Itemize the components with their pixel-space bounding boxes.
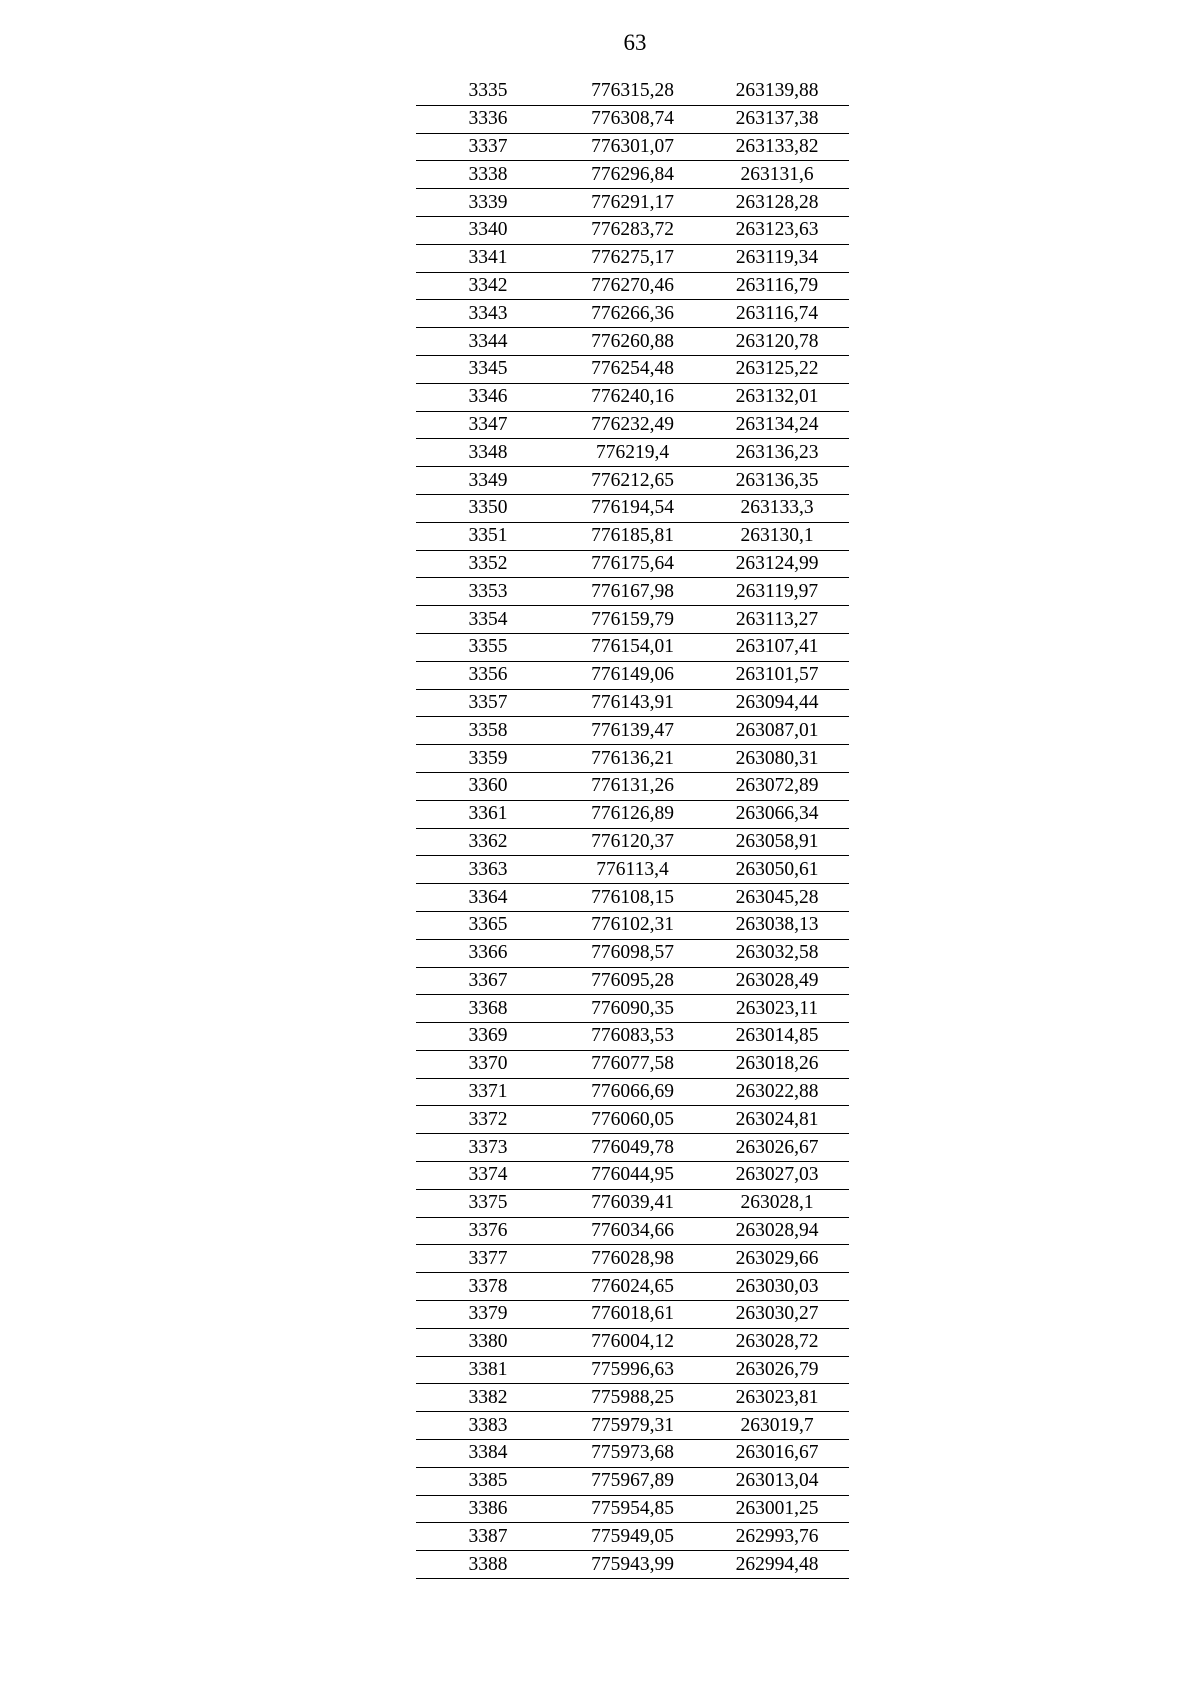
y-coordinate-cell: 263116,79 <box>705 272 849 300</box>
table-row <box>416 1023 849 1051</box>
y-coordinate-cell: 263113,27 <box>705 606 849 634</box>
point-number-cell: 3386 <box>416 1495 560 1523</box>
y-coordinate-cell: 263066,34 <box>705 800 849 828</box>
table-row <box>416 1328 849 1356</box>
x-coordinate-cell: 776194,54 <box>560 494 705 522</box>
table-row <box>416 856 849 884</box>
point-number-cell: 3379 <box>416 1301 560 1329</box>
x-coordinate-cell: 776024,65 <box>560 1273 705 1301</box>
x-coordinate-cell: 776185,81 <box>560 522 705 550</box>
point-number-cell: 3364 <box>416 884 560 912</box>
table-row <box>416 1078 849 1106</box>
coordinates-table-body <box>416 78 849 1579</box>
table-row <box>416 1106 849 1134</box>
x-coordinate-cell: 776126,89 <box>560 800 705 828</box>
x-coordinate-cell: 776004,12 <box>560 1328 705 1356</box>
y-coordinate-cell: 263028,72 <box>705 1328 849 1356</box>
table-row <box>416 1217 849 1245</box>
x-coordinate-cell: 776212,65 <box>560 467 705 495</box>
y-coordinate-cell: 263050,61 <box>705 856 849 884</box>
x-coordinate-cell: 776219,4 <box>560 439 705 467</box>
point-number-cell: 3374 <box>416 1162 560 1190</box>
point-number-cell: 3373 <box>416 1134 560 1162</box>
page-number: 63 <box>623 30 647 55</box>
point-number-cell: 3344 <box>416 328 560 356</box>
table-row <box>416 800 849 828</box>
y-coordinate-cell: 263030,03 <box>705 1273 849 1301</box>
y-coordinate-cell: 263101,57 <box>705 661 849 689</box>
point-number-cell: 3382 <box>416 1384 560 1412</box>
x-coordinate-cell: 776240,16 <box>560 383 705 411</box>
x-coordinate-cell: 776154,01 <box>560 633 705 661</box>
table-row <box>416 272 849 300</box>
point-number-cell: 3385 <box>416 1467 560 1495</box>
point-number-cell: 3359 <box>416 745 560 773</box>
table-row <box>416 661 849 689</box>
y-coordinate-cell: 263027,03 <box>705 1162 849 1190</box>
point-number-cell: 3369 <box>416 1023 560 1051</box>
point-number-cell: 3377 <box>416 1245 560 1273</box>
point-number-cell: 3372 <box>416 1106 560 1134</box>
y-coordinate-cell: 263028,1 <box>705 1189 849 1217</box>
y-coordinate-cell: 263137,38 <box>705 105 849 133</box>
x-coordinate-cell: 776232,49 <box>560 411 705 439</box>
point-number-cell: 3336 <box>416 105 560 133</box>
table-row <box>416 383 849 411</box>
table-row <box>416 244 849 272</box>
y-coordinate-cell: 262993,76 <box>705 1523 849 1551</box>
y-coordinate-cell: 263123,63 <box>705 216 849 244</box>
table-row <box>416 884 849 912</box>
y-coordinate-cell: 263132,01 <box>705 383 849 411</box>
table-row <box>416 105 849 133</box>
table-row <box>416 1245 849 1273</box>
point-number-cell: 3367 <box>416 967 560 995</box>
point-number-cell: 3345 <box>416 355 560 383</box>
y-coordinate-cell: 263124,99 <box>705 550 849 578</box>
x-coordinate-cell: 776139,47 <box>560 717 705 745</box>
table-row <box>416 1440 849 1468</box>
point-number-cell: 3339 <box>416 189 560 217</box>
table-row <box>416 1495 849 1523</box>
point-number-cell: 3368 <box>416 995 560 1023</box>
table-row <box>416 300 849 328</box>
point-number-cell: 3370 <box>416 1050 560 1078</box>
y-coordinate-cell: 263023,11 <box>705 995 849 1023</box>
point-number-cell: 3347 <box>416 411 560 439</box>
table-row <box>416 439 849 467</box>
point-number-cell: 3355 <box>416 633 560 661</box>
x-coordinate-cell: 776291,17 <box>560 189 705 217</box>
x-coordinate-cell: 776102,31 <box>560 911 705 939</box>
table-row <box>416 606 849 634</box>
table-row <box>416 1301 849 1329</box>
y-coordinate-cell: 263058,91 <box>705 828 849 856</box>
x-coordinate-cell: 775954,85 <box>560 1495 705 1523</box>
table-row <box>416 995 849 1023</box>
x-coordinate-cell: 776034,66 <box>560 1217 705 1245</box>
point-number-cell: 3376 <box>416 1217 560 1245</box>
point-number-cell: 3362 <box>416 828 560 856</box>
y-coordinate-cell: 263125,22 <box>705 355 849 383</box>
point-number-cell: 3337 <box>416 133 560 161</box>
y-coordinate-cell: 263130,1 <box>705 522 849 550</box>
table-row <box>416 1189 849 1217</box>
y-coordinate-cell: 263080,31 <box>705 745 849 773</box>
y-coordinate-cell: 263022,88 <box>705 1078 849 1106</box>
y-coordinate-cell: 263026,67 <box>705 1134 849 1162</box>
table-row <box>416 772 849 800</box>
x-coordinate-cell: 776260,88 <box>560 328 705 356</box>
x-coordinate-cell: 776108,15 <box>560 884 705 912</box>
table-row <box>416 911 849 939</box>
y-coordinate-cell: 263029,66 <box>705 1245 849 1273</box>
table-row <box>416 939 849 967</box>
x-coordinate-cell: 776113,4 <box>560 856 705 884</box>
x-coordinate-cell: 776083,53 <box>560 1023 705 1051</box>
point-number-cell: 3380 <box>416 1328 560 1356</box>
x-coordinate-cell: 775996,63 <box>560 1356 705 1384</box>
x-coordinate-cell: 776060,05 <box>560 1106 705 1134</box>
x-coordinate-cell: 776039,41 <box>560 1189 705 1217</box>
x-coordinate-cell: 776159,79 <box>560 606 705 634</box>
y-coordinate-cell: 263139,88 <box>705 78 849 105</box>
y-coordinate-cell: 263023,81 <box>705 1384 849 1412</box>
point-number-cell: 3346 <box>416 383 560 411</box>
table-row <box>416 161 849 189</box>
table-row <box>416 411 849 439</box>
y-coordinate-cell: 263024,81 <box>705 1106 849 1134</box>
x-coordinate-cell: 776136,21 <box>560 745 705 773</box>
table-row <box>416 1384 849 1412</box>
table-row <box>416 355 849 383</box>
table-row <box>416 689 849 717</box>
table-row <box>416 328 849 356</box>
point-number-cell: 3381 <box>416 1356 560 1384</box>
x-coordinate-cell: 776270,46 <box>560 272 705 300</box>
y-coordinate-cell: 263134,24 <box>705 411 849 439</box>
y-coordinate-cell: 263087,01 <box>705 717 849 745</box>
point-number-cell: 3343 <box>416 300 560 328</box>
x-coordinate-cell: 776098,57 <box>560 939 705 967</box>
y-coordinate-cell: 263136,23 <box>705 439 849 467</box>
table-row <box>416 1356 849 1384</box>
x-coordinate-cell: 776296,84 <box>560 161 705 189</box>
point-number-cell: 3342 <box>416 272 560 300</box>
y-coordinate-cell: 263094,44 <box>705 689 849 717</box>
y-coordinate-cell: 263016,67 <box>705 1440 849 1468</box>
table-row <box>416 467 849 495</box>
coordinates-table <box>416 78 849 1579</box>
x-coordinate-cell: 776120,37 <box>560 828 705 856</box>
point-number-cell: 3360 <box>416 772 560 800</box>
y-coordinate-cell: 263032,58 <box>705 939 849 967</box>
point-number-cell: 3365 <box>416 911 560 939</box>
table-row <box>416 550 849 578</box>
point-number-cell: 3356 <box>416 661 560 689</box>
point-number-cell: 3358 <box>416 717 560 745</box>
table-row <box>416 1467 849 1495</box>
x-coordinate-cell: 775943,99 <box>560 1551 705 1579</box>
point-number-cell: 3353 <box>416 578 560 606</box>
y-coordinate-cell: 263038,13 <box>705 911 849 939</box>
x-coordinate-cell: 776077,58 <box>560 1050 705 1078</box>
x-coordinate-cell: 776175,64 <box>560 550 705 578</box>
point-number-cell: 3341 <box>416 244 560 272</box>
x-coordinate-cell: 775988,25 <box>560 1384 705 1412</box>
x-coordinate-cell: 776090,35 <box>560 995 705 1023</box>
y-coordinate-cell: 263026,79 <box>705 1356 849 1384</box>
table-row <box>416 967 849 995</box>
x-coordinate-cell: 776143,91 <box>560 689 705 717</box>
point-number-cell: 3351 <box>416 522 560 550</box>
table-row <box>416 828 849 856</box>
point-number-cell: 3350 <box>416 494 560 522</box>
table-row <box>416 1134 849 1162</box>
y-coordinate-cell: 263028,94 <box>705 1217 849 1245</box>
table-row <box>416 1551 849 1579</box>
x-coordinate-cell: 776028,98 <box>560 1245 705 1273</box>
point-number-cell: 3354 <box>416 606 560 634</box>
x-coordinate-cell: 776044,95 <box>560 1162 705 1190</box>
y-coordinate-cell: 263001,25 <box>705 1495 849 1523</box>
table-row <box>416 133 849 161</box>
y-coordinate-cell: 263136,35 <box>705 467 849 495</box>
table-row <box>416 633 849 661</box>
table-row <box>416 717 849 745</box>
table-row <box>416 522 849 550</box>
y-coordinate-cell: 263119,34 <box>705 244 849 272</box>
y-coordinate-cell: 263133,3 <box>705 494 849 522</box>
y-coordinate-cell: 263128,28 <box>705 189 849 217</box>
x-coordinate-cell: 776049,78 <box>560 1134 705 1162</box>
table-row <box>416 78 849 105</box>
table-row <box>416 189 849 217</box>
x-coordinate-cell: 776266,36 <box>560 300 705 328</box>
point-number-cell: 3340 <box>416 216 560 244</box>
y-coordinate-cell: 263120,78 <box>705 328 849 356</box>
table-row <box>416 1050 849 1078</box>
table-row <box>416 1412 849 1440</box>
table-row <box>416 578 849 606</box>
table-row <box>416 745 849 773</box>
point-number-cell: 3335 <box>416 78 560 105</box>
x-coordinate-cell: 776149,06 <box>560 661 705 689</box>
x-coordinate-cell: 776131,26 <box>560 772 705 800</box>
y-coordinate-cell: 263107,41 <box>705 633 849 661</box>
x-coordinate-cell: 776018,61 <box>560 1301 705 1329</box>
x-coordinate-cell: 775979,31 <box>560 1412 705 1440</box>
y-coordinate-cell: 263133,82 <box>705 133 849 161</box>
x-coordinate-cell: 775967,89 <box>560 1467 705 1495</box>
x-coordinate-cell: 775949,05 <box>560 1523 705 1551</box>
table-row <box>416 1273 849 1301</box>
point-number-cell: 3363 <box>416 856 560 884</box>
x-coordinate-cell: 776254,48 <box>560 355 705 383</box>
point-number-cell: 3387 <box>416 1523 560 1551</box>
y-coordinate-cell: 263014,85 <box>705 1023 849 1051</box>
x-coordinate-cell: 776167,98 <box>560 578 705 606</box>
point-number-cell: 3388 <box>416 1551 560 1579</box>
point-number-cell: 3378 <box>416 1273 560 1301</box>
y-coordinate-cell: 263013,04 <box>705 1467 849 1495</box>
x-coordinate-cell: 776315,28 <box>560 78 705 105</box>
y-coordinate-cell: 263072,89 <box>705 772 849 800</box>
x-coordinate-cell: 776095,28 <box>560 967 705 995</box>
point-number-cell: 3338 <box>416 161 560 189</box>
y-coordinate-cell: 263019,7 <box>705 1412 849 1440</box>
x-coordinate-cell: 776275,17 <box>560 244 705 272</box>
y-coordinate-cell: 263119,97 <box>705 578 849 606</box>
point-number-cell: 3352 <box>416 550 560 578</box>
table-row <box>416 216 849 244</box>
point-number-cell: 3357 <box>416 689 560 717</box>
point-number-cell: 3384 <box>416 1440 560 1468</box>
point-number-cell: 3375 <box>416 1189 560 1217</box>
point-number-cell: 3366 <box>416 939 560 967</box>
y-coordinate-cell: 262994,48 <box>705 1551 849 1579</box>
x-coordinate-cell: 776283,72 <box>560 216 705 244</box>
point-number-cell: 3361 <box>416 800 560 828</box>
table-row <box>416 1523 849 1551</box>
y-coordinate-cell: 263045,28 <box>705 884 849 912</box>
point-number-cell: 3371 <box>416 1078 560 1106</box>
y-coordinate-cell: 263030,27 <box>705 1301 849 1329</box>
x-coordinate-cell: 775973,68 <box>560 1440 705 1468</box>
y-coordinate-cell: 263116,74 <box>705 300 849 328</box>
point-number-cell: 3349 <box>416 467 560 495</box>
y-coordinate-cell: 263028,49 <box>705 967 849 995</box>
x-coordinate-cell: 776066,69 <box>560 1078 705 1106</box>
x-coordinate-cell: 776301,07 <box>560 133 705 161</box>
point-number-cell: 3383 <box>416 1412 560 1440</box>
table-row <box>416 1162 849 1190</box>
x-coordinate-cell: 776308,74 <box>560 105 705 133</box>
y-coordinate-cell: 263131,6 <box>705 161 849 189</box>
point-number-cell: 3348 <box>416 439 560 467</box>
table-row <box>416 494 849 522</box>
y-coordinate-cell: 263018,26 <box>705 1050 849 1078</box>
